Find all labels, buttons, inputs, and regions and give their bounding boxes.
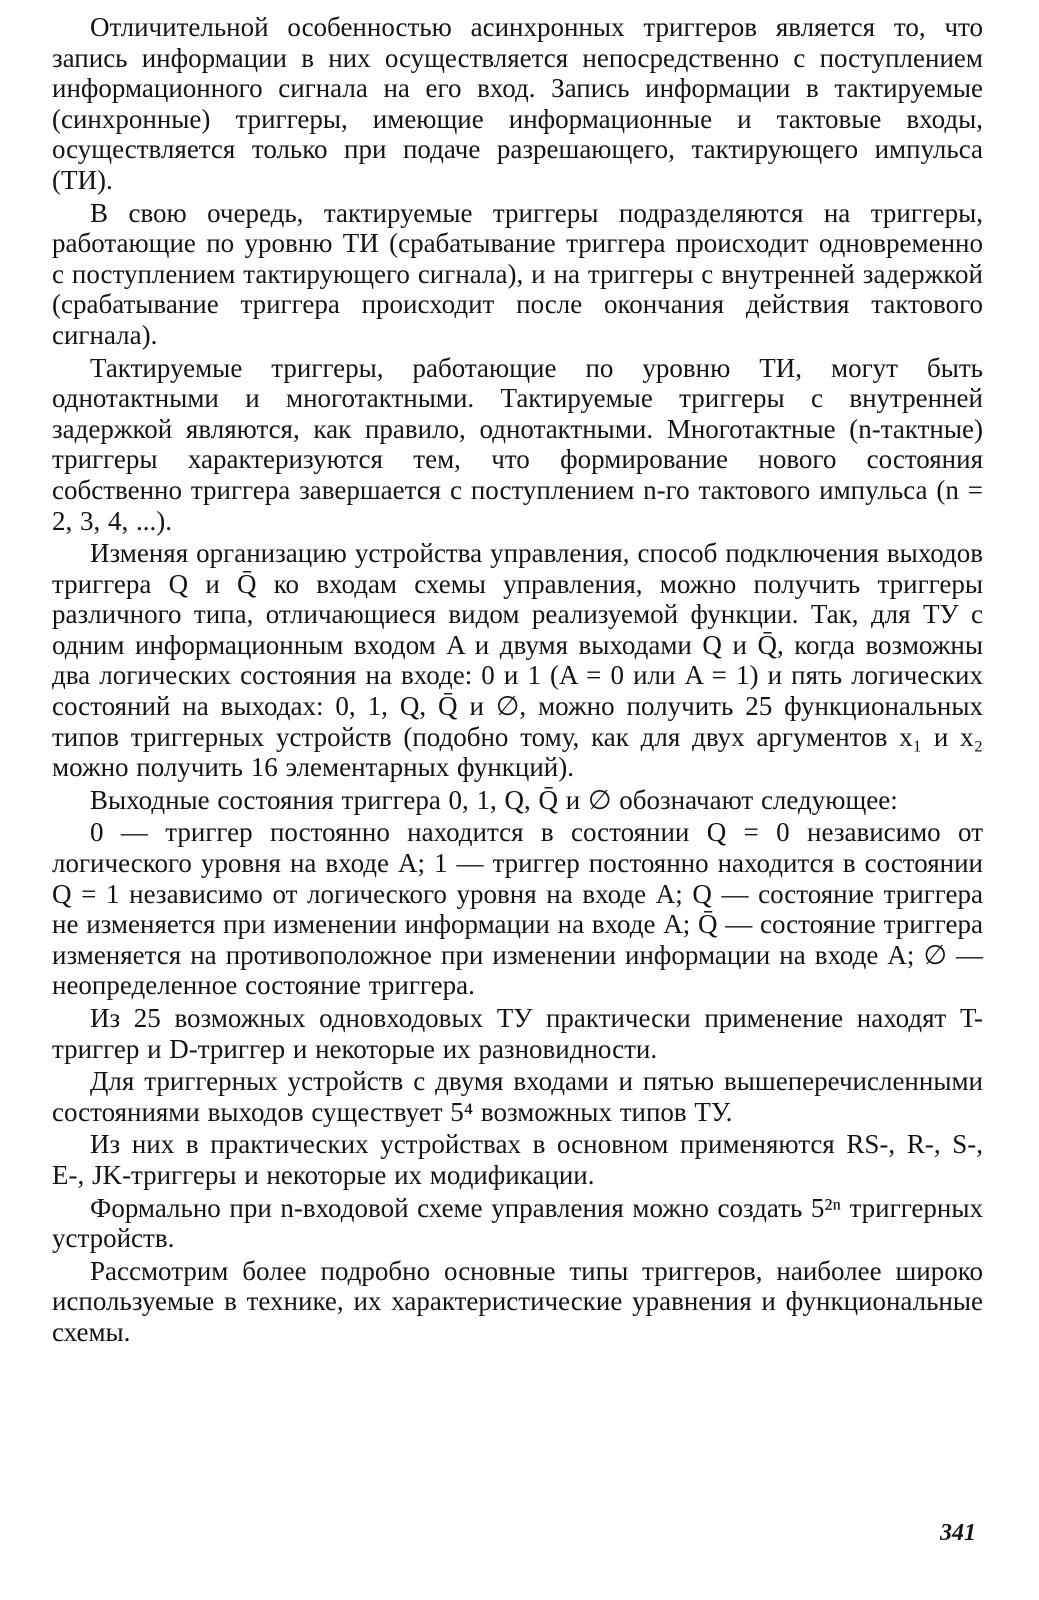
paragraph-async-triggers: Отличительной особенностью асинхронных триггеров является то, что запись информации в них осуществляется непосредственно с поступлением информационного сигнала на его вход. Запись информации в тактируемые (синхронные) триггеры, имеющие информационные и тактовые входы, осуществляется только при подаче разрешающего, тактирующего импульса (ТИ). (52, 12, 983, 195)
paragraph-single-multi-cycle: Тактируемые триггеры, работающие по уровню ТИ, могут быть однотактными и многотактными. Тактируемые триггеры с внутренней задержкой являются, как правило, однотактными. Многотактные (n-тактные) триггеры характеризуются тем, что формирование нового состояния собственно триггера завершается с поступлением n-го тактового импульса (n = 2, 3, 4, ...). (52, 352, 983, 536)
paragraph-two-input-devices: Для триггерных устройств с двумя входами и пятью вышеперечисленными состояниями выходов существует 5⁴ возможных типов ТУ. (52, 1066, 983, 1127)
paragraph-output-states-definitions: 0 — триггер постоянно находится в состоянии Q = 0 независимо от логического уровня на входе A; 1 — триггер постоянно находится в состоянии Q = 1 независимо от логического уровня на входе A; Q — состояние триггера не изменяется при изменении информации на входе A; Q̄ — состояние триггера изменяется на противоположное при изменении информации на входе A; ∅ — неопределенное состояние триггера. (52, 817, 983, 1001)
page-number: 341 (940, 1520, 976, 1546)
paragraph-conclusion: Рассмотрим более подробно основные типы триггеров, наиболее широко используемые в технике, их характеристические уравнения и функциональные схемы. (52, 1255, 983, 1347)
paragraph-trigger-types: Изменяя организацию устройства управления, способ подключения выходов триггера Q и Q̄ ко входам схемы управления, можно получить триггеры различного типа, отличающиеся видом реализуемой функции. Так, для ТУ с одним информационным входом A и двумя выходами Q и Q̄, когда возможны два логических состояния на входе: 0 и 1 (A = 0 или A = 1) и пять логических состояний на выходах: 0, 1, Q, Q̄ и ∅, можно получить 25 функциональных типов триггерных устройств (подобно тому, как для двух аргументов x₁ и x₂ можно получить 16 элементарных функций). (52, 538, 983, 783)
paragraph-single-input-devices: Из 25 возможных одновходовых ТУ практически применение находят T-триггер и D-триггер и некоторые их разновидности. (52, 1003, 983, 1064)
paragraph-clocked-subdivision: В свою очередь, тактируемые триггеры подразделяются на триггеры, работающие по уровню ТИ (срабатывание триггера происходит одновременно с поступлением тактирующего сигнала), и на триггеры с внутренней задержкой (срабатывание триггера происходит после окончания действия тактового сигнала). (52, 197, 983, 350)
paragraph-n-input-formula: Формально при n-входовой схеме управления можно создать 5²ⁿ триггерных устройств. (52, 1192, 983, 1254)
paragraph-practical-types: Из них в практических устройствах в основном применяются RS-, R-, S-, E-, JK-триггеры и некоторые их модификации. (52, 1129, 983, 1190)
paragraph-output-states-intro: Выходные состояния триггера 0, 1, Q, Q̄ и ∅ обозначают следующее: (90, 784, 898, 815)
